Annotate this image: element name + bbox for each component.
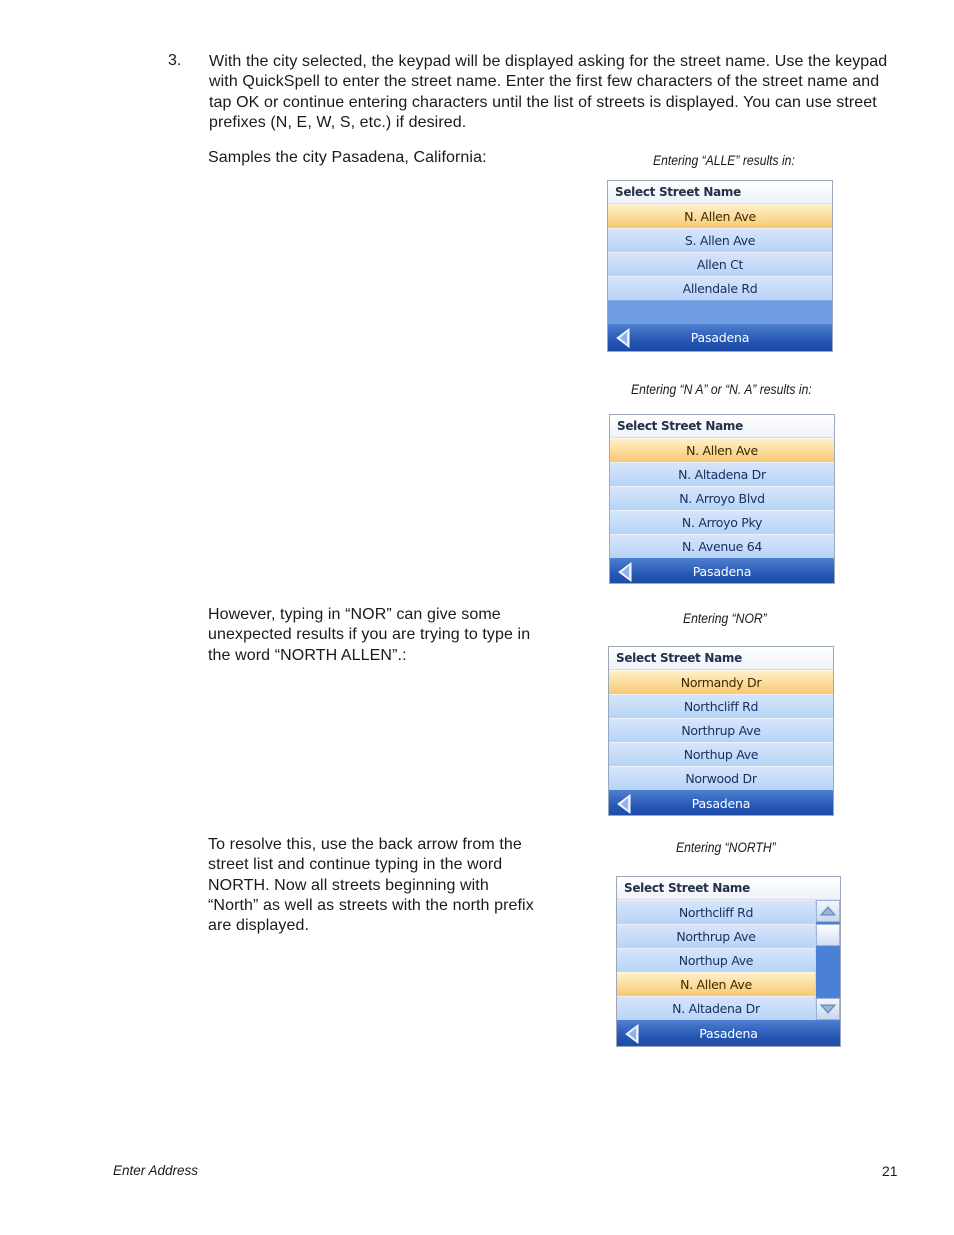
screen-3-header: Select Street Name xyxy=(609,647,833,670)
screen-4-row-2[interactable]: Northrup Ave xyxy=(617,924,815,948)
back-arrow-icon[interactable] xyxy=(623,1024,641,1044)
step-number: 3. xyxy=(168,52,182,69)
screen-4-row-1[interactable]: Northcliff Rd xyxy=(617,900,815,924)
screen-2-city: Pasadena xyxy=(692,564,752,579)
screen-1-row-3[interactable]: Allen Ct xyxy=(608,252,832,276)
scroll-up-icon[interactable] xyxy=(816,900,840,922)
screen-3-caption: Entering “NOR” xyxy=(683,611,767,626)
screen-1-city: Pasadena xyxy=(690,330,750,345)
screen-1-row-1[interactable]: N. Allen Ave xyxy=(608,204,832,228)
screen-4-row-4[interactable]: N. Allen Ave xyxy=(617,972,815,996)
screen-1-caption: Entering “ALLE” results in: xyxy=(653,153,795,168)
screen-3-footer xyxy=(609,790,833,816)
screen-3-row-5[interactable]: Norwood Dr xyxy=(609,766,833,790)
screen-1-empty-row xyxy=(608,300,832,324)
screen-2-header: Select Street Name xyxy=(610,415,834,438)
screen-1-footer xyxy=(608,324,832,352)
screen-4-list xyxy=(617,900,840,1020)
footer-section: Enter Address xyxy=(113,1163,199,1178)
screen-2-caption: Entering “N A” or “N. A” results in: xyxy=(631,382,812,397)
screen-4-footer xyxy=(617,1020,840,1047)
screen-4-row-3[interactable]: Northup Ave xyxy=(617,948,815,972)
screen-3-row-1[interactable]: Normandy Dr xyxy=(609,670,833,694)
sample-text: Samples the city Pasadena, California: xyxy=(208,149,487,166)
step-text: With the city selected, the keypad will be displayed asking for the street name. Use the keypad with QuickSpell to enter the street name. Enter the first few characters of the street name and tap OK or continue entering characters until the list of streets is displayed. You can use street prefixes (N, E, W, S, etc.) if desired. xyxy=(209,53,888,131)
screen-4-row-5[interactable]: N. Altadena Dr xyxy=(617,996,815,1020)
scrollbar[interactable] xyxy=(815,900,840,1020)
screen-3-row-2[interactable]: Northcliff Rd xyxy=(609,694,833,718)
screen-4-header: Select Street Name xyxy=(617,877,840,900)
screen-2-row-1[interactable]: N. Allen Ave xyxy=(610,438,834,462)
scroll-thumb[interactable] xyxy=(816,924,840,946)
screen-4-caption: Entering “NORTH” xyxy=(676,840,776,855)
screen-1-row-4[interactable]: Allendale Rd xyxy=(608,276,832,300)
back-arrow-icon[interactable] xyxy=(614,328,632,348)
back-arrow-icon[interactable] xyxy=(616,562,634,582)
screen-3-row-4[interactable]: Northup Ave xyxy=(609,742,833,766)
screen-1-row-2[interactable]: S. Allen Ave xyxy=(608,228,832,252)
screen-2-row-3[interactable]: N. Arroyo Blvd xyxy=(610,486,834,510)
screen-1 xyxy=(607,180,833,352)
screen-2-row-5[interactable]: N. Avenue 64 xyxy=(610,534,834,558)
screen-3 xyxy=(608,646,834,816)
screen-2-row-4[interactable]: N. Arroyo Pky xyxy=(610,510,834,534)
screen-2-footer xyxy=(610,558,834,584)
screen-4 xyxy=(616,876,841,1047)
screen-4-city: Pasadena xyxy=(699,1026,758,1041)
back-arrow-icon[interactable] xyxy=(615,794,633,814)
screen-3-city: Pasadena xyxy=(691,796,751,811)
resolve-text: To resolve this, use the back arrow from the street list and continue typing in the word NORTH. Now all streets beginning with “North” as well as streets with the north prefix are displayed. xyxy=(208,836,534,935)
page-number: 21 xyxy=(882,1163,898,1179)
screen-3-row-3[interactable]: Northrup Ave xyxy=(609,718,833,742)
screen-2 xyxy=(609,414,835,584)
screen-2-row-2[interactable]: N. Altadena Dr xyxy=(610,462,834,486)
scroll-down-icon[interactable] xyxy=(816,998,840,1020)
screen-1-header: Select Street Name xyxy=(608,181,832,204)
however-text: However, typing in “NOR” can give some unexpected results if you are trying to type in the word “NORTH ALLEN”.: xyxy=(208,606,531,664)
